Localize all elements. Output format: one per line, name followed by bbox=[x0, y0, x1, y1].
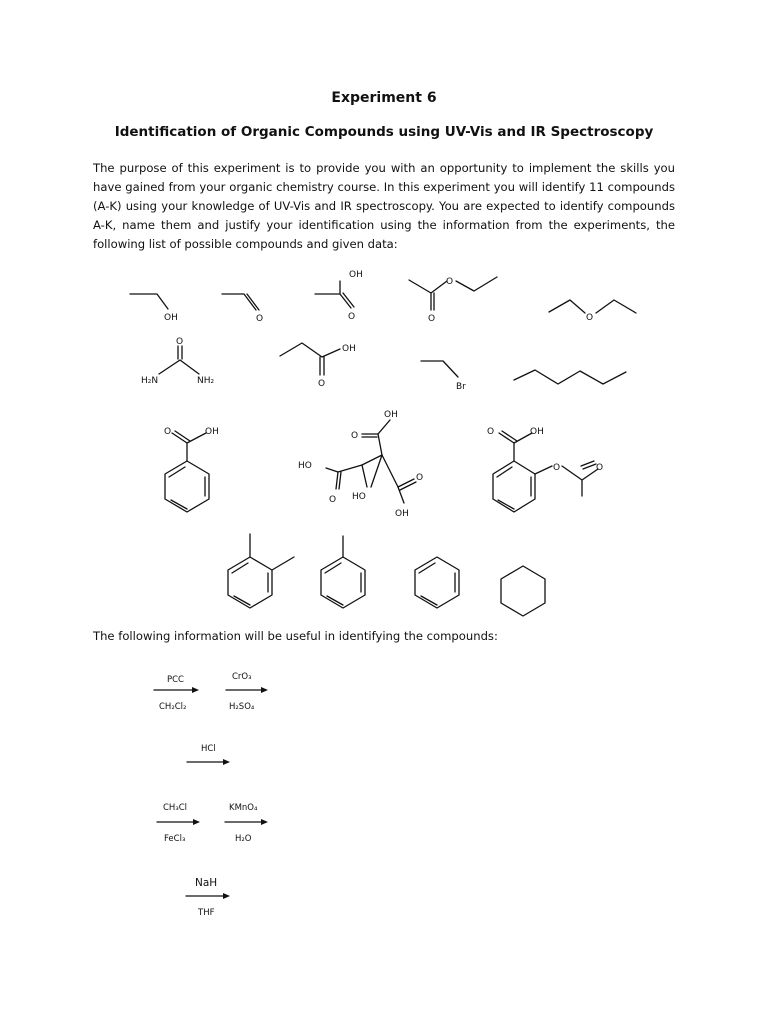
benzoic-acid-oh-label: OH bbox=[205, 427, 219, 437]
toluene-structure bbox=[321, 536, 365, 608]
hcl-label: HCl bbox=[201, 744, 216, 754]
benzene-structure bbox=[415, 557, 459, 608]
pcc-arrow bbox=[154, 675, 199, 712]
cyclohexane-structure bbox=[501, 566, 545, 616]
kmno4-label: KMnO₄ bbox=[229, 803, 258, 813]
acetic-acid-structure bbox=[315, 270, 363, 322]
hexane-structure bbox=[514, 370, 626, 384]
benzoic-acid-structure bbox=[164, 427, 219, 512]
hcl-arrow bbox=[187, 744, 230, 765]
citric-acid-ho-center-label: HO bbox=[352, 492, 366, 502]
propanoic-acid-o-label: O bbox=[318, 379, 326, 389]
urea-structure bbox=[141, 337, 215, 386]
citric-acid-o-top-label: O bbox=[351, 431, 359, 441]
bromoethane-br-label: Br bbox=[456, 382, 466, 392]
citric-acid-oh-top-label: OH bbox=[384, 410, 398, 420]
ethyl-acetate-o-ester-label: O bbox=[446, 277, 454, 287]
urea-o-label: O bbox=[176, 337, 184, 347]
urea-h2n-label: H₂N bbox=[141, 376, 159, 386]
main-title: Identification of Organic Compounds using UV-Vis and IR Spectroscopy bbox=[114, 124, 654, 140]
propanol-oh-label: OH bbox=[164, 313, 178, 323]
citric-acid-ho-left-label: HO bbox=[298, 461, 312, 471]
ch2cl2-label: CH₂Cl₂ bbox=[159, 702, 187, 712]
diethyl-ether-o-label: O bbox=[586, 313, 594, 323]
thf-label: THF bbox=[198, 908, 215, 918]
benzoic-acid-o-label: O bbox=[164, 427, 172, 437]
propanol-structure bbox=[130, 294, 178, 323]
propanal-o-label: O bbox=[256, 314, 264, 324]
o-xylene-structure bbox=[228, 534, 294, 608]
reaction-arrows bbox=[154, 672, 268, 918]
ch3cl-arrow bbox=[157, 803, 200, 844]
kmno4-arrow bbox=[225, 803, 268, 844]
info-line: The following information will be useful in identifying the compounds: bbox=[93, 629, 498, 643]
ethyl-acetate-o-carbonyl-label: O bbox=[428, 314, 436, 324]
ch3cl-label: CH₃Cl bbox=[163, 803, 188, 813]
aspirin-oh-label: OH bbox=[530, 427, 544, 437]
propanoic-acid-oh-label: OH bbox=[342, 344, 356, 354]
propanal-structure bbox=[222, 294, 263, 324]
aspirin-o-acetyl-label: O bbox=[596, 463, 604, 473]
bromoethane-structure bbox=[421, 361, 466, 392]
citric-acid-o-right-label: O bbox=[416, 473, 424, 483]
aspirin-o-carbonyl-label: O bbox=[487, 427, 495, 437]
fecl3-label: FeCl₃ bbox=[164, 834, 186, 844]
citric-acid-o-left-label: O bbox=[329, 495, 337, 505]
aspirin-o-ester-label: O bbox=[553, 463, 561, 473]
citric-acid-oh-bottom-label: OH bbox=[395, 509, 409, 519]
nah-arrow bbox=[186, 877, 230, 918]
citric-acid-structure bbox=[298, 410, 423, 519]
h2so4-label: H₂SO₄ bbox=[229, 702, 255, 712]
aspirin-structure bbox=[487, 427, 603, 512]
urea-nh2-label: NH₂ bbox=[197, 376, 215, 386]
propanoic-acid-structure bbox=[280, 343, 356, 389]
intro-paragraph: The purpose of this experiment is to provide you with an opportunity to implement the skills you have gained from your organic chemistry course. In this experiment you will identify 11 compounds (A-K) using your knowledge of UV-Vis and IR spectroscopy. You are expected to identify compounds A-K, name them and justify your identification using the information from the experiments, the following list of possible compounds and given data: bbox=[93, 161, 675, 251]
experiment-title: Experiment 6 bbox=[331, 90, 437, 106]
cro3-label: CrO₃ bbox=[232, 672, 252, 682]
ethyl-acetate-structure bbox=[409, 277, 497, 324]
acetic-acid-oh-label: OH bbox=[349, 270, 363, 280]
h2o-label: H₂O bbox=[235, 834, 252, 844]
acetic-acid-o-label: O bbox=[348, 312, 356, 322]
pcc-label: PCC bbox=[167, 675, 184, 685]
cro3-arrow bbox=[226, 672, 268, 712]
nah-label: NaH bbox=[195, 877, 218, 889]
diethyl-ether-structure bbox=[549, 300, 636, 323]
